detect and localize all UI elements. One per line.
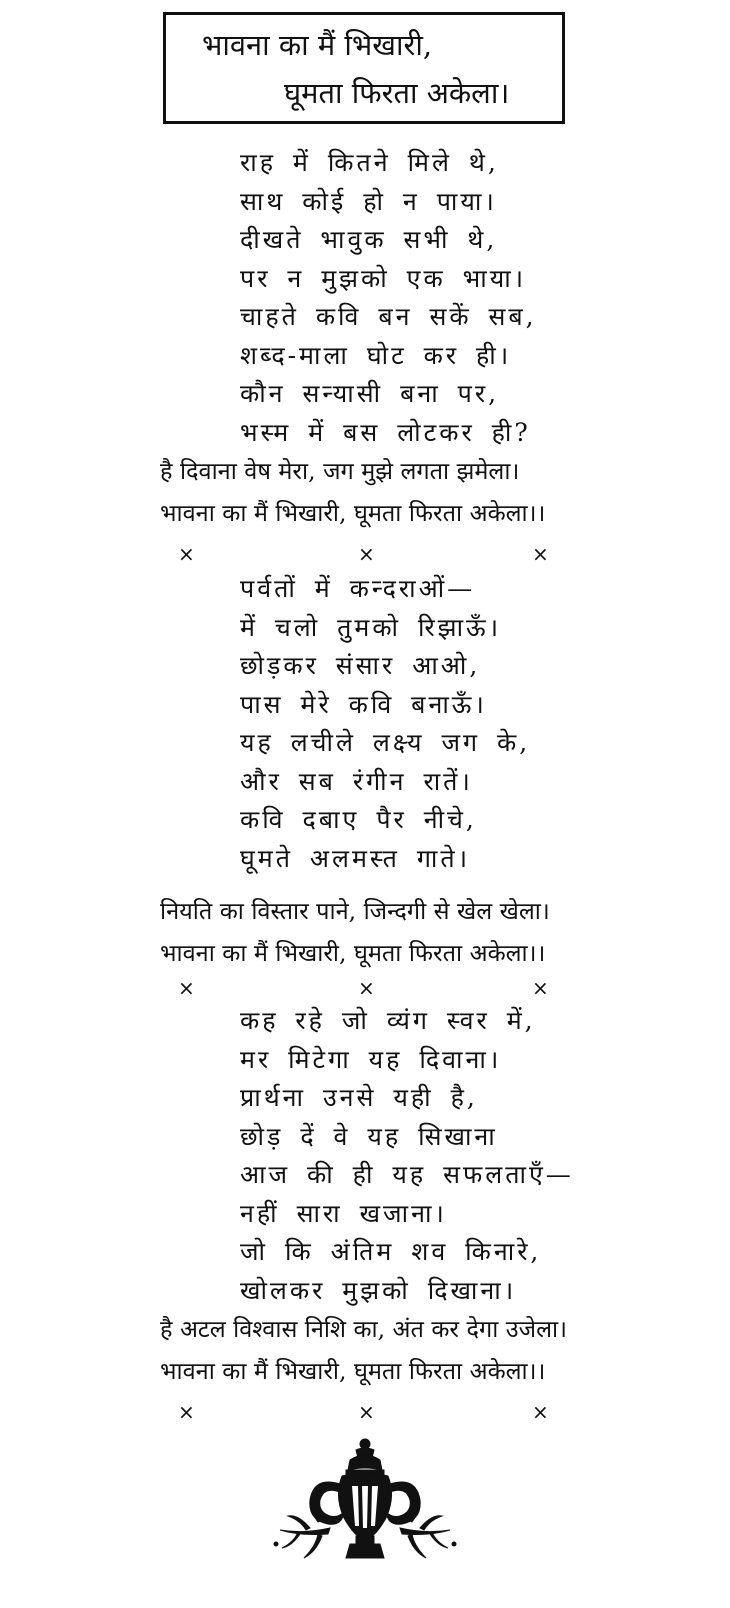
refrain-1 (160, 450, 580, 534)
verse-line: कौन सन्यासी बना पर, (240, 379, 500, 408)
divider-mark: × (178, 542, 195, 566)
verse-line: कह रहे जो व्यंग स्वर में, (240, 1006, 536, 1035)
refrain-line: नियति का विस्तार पाने, जिन्दगी से खेल खेला। (160, 897, 550, 925)
divider-mark: × (178, 1400, 195, 1424)
section-divider (0, 1400, 730, 1424)
verse-line: नहीं सारा खजाना। (240, 1198, 447, 1228)
verse-line: घूमते अलमस्त गाते। (240, 843, 471, 873)
verse-line: प्रार्थना उनसे यही है, (240, 1083, 478, 1112)
title-line-2: घूमता फिरता अकेला। (284, 76, 510, 110)
divider-mark: × (358, 976, 375, 1000)
verse-line: भस्म में बस लोटकर ही? (240, 417, 531, 447)
verse-line: चाहते कवि बन सकें सब, (240, 302, 537, 331)
divider-mark: × (358, 542, 375, 566)
verse-line: छोड़ दें वे यह सिखाना (240, 1121, 498, 1151)
verse-line: में चलो तुमको रिझाऊँ। (240, 612, 502, 642)
divider-mark: × (532, 976, 549, 1000)
title-box (163, 12, 565, 124)
refrain-line: भावना का मैं भिखारी, घूमता फिरता अकेला।। (160, 499, 546, 527)
urn-ornament-icon (270, 1436, 460, 1596)
stanza-2 (240, 570, 540, 878)
verse-line: पर न मुझको एक भाया। (240, 263, 527, 293)
refrain-3 (160, 1308, 580, 1392)
refrain-line: भावना का मैं भिखारी, घूमता फिरता अकेला।। (160, 1357, 546, 1385)
verse-line: और सब रंगीन रातें। (240, 766, 473, 796)
verse-line: खोलकर मुझको दिखाना। (240, 1275, 517, 1305)
stanza-1 (240, 144, 540, 452)
divider-mark: × (358, 1400, 375, 1424)
verse-line: यह लचीले लक्ष्य जग के, (240, 728, 531, 757)
verse-line: कवि दबाए पैर नीचे, (240, 805, 477, 834)
verse-line: दीखते भावुक सभी थे, (240, 225, 498, 254)
verse-line: शब्द-माला घोट कर ही। (240, 340, 512, 370)
verse-line: छोड़कर संसार आओ, (240, 651, 481, 680)
divider-mark: × (532, 542, 549, 566)
refrain-line: है दिवाना वेष मेरा, जग मुझे लगता झमेला। (160, 457, 520, 485)
divider-mark: × (178, 976, 195, 1000)
refrain-line: भावना का मैं भिखारी, घूमता फिरता अकेला।। (160, 939, 546, 967)
verse-line: पास मेरे कवि बनाऊँ। (240, 689, 487, 719)
verse-line: साथ कोई हो न पाया। (240, 186, 497, 216)
section-divider (0, 542, 730, 566)
verse-line: पर्वतों में कन्दराओं— (240, 574, 476, 603)
verse-line: राह में कितने मिले थे, (240, 148, 499, 177)
divider-mark: × (532, 1400, 549, 1424)
refrain-line: है अटल विश्वास निशि का, अंत कर देगा उजेला। (160, 1315, 567, 1343)
section-divider (0, 976, 730, 1000)
verse-line: आज की ही यह सफलताएँ— (240, 1160, 574, 1189)
verse-line: मर मिटेगा यह दिवाना। (240, 1044, 502, 1074)
title-line-1: भावना का मैं भिखारी, (202, 28, 433, 62)
refrain-2 (160, 890, 580, 974)
stanza-3 (240, 1002, 574, 1310)
verse-line: जो कि अंतिम शव किनारे, (240, 1237, 542, 1266)
